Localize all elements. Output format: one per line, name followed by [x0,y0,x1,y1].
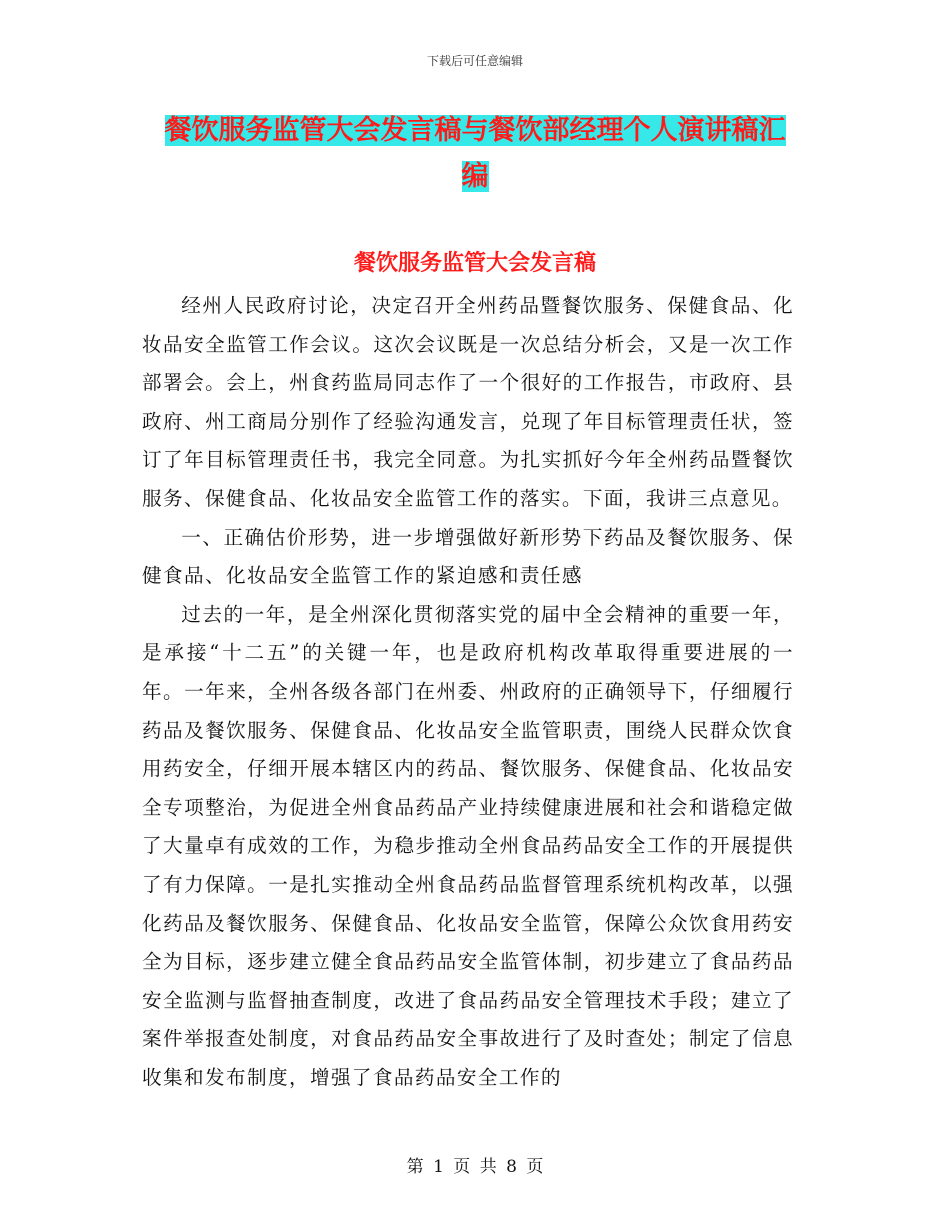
page-number-footer: 第 1 页 共 8 页 [406,1157,544,1177]
section-title: 餐饮服务监管大会发言稿 [353,251,596,276]
document-body [142,287,794,1097]
document-title-line-2: 编 [461,161,489,192]
body-paragraph-3: 过去的一年，是全州深化贯彻落实党的届中全会精神的重要一年，是承接“十二五”的关键一年，也是政府机构改革取得重要进展的一年。一年来，全州各级各部门在州委、州政府的正确领导下，仔细履行药品及餐饮服务、保健食品、化妆品安全监管职责，围绕人民群众饮食用药安全，仔细开展本辖区内的药品、餐饮服务、保健食品、化妆品安全专项整治，为促进全州食品药品产业持续健康进展和社会和谐稳定做了大量卓有成效的工作，为稳步推动全州食品药品安全工作的开展提供了有力保障。一是扎实推动全州食品药品监督管理系统机构改革，以强化药品及餐饮服务、保健食品、化妆品安全监管，保障公众饮食用药安全为目标，逐步建立健全食品药品安全监管体制，初步建立了食品药品安全监测与监督抽查制度，改进了食品药品安全管理技术手段；建立了案件举报查处制度，对食品药品安全事故进行了及时查处；制定了信息收集和发布制度，增强了食品药品安全工作的 [142,602,794,1089]
page-header-note: 下载后可任意编辑 [426,54,523,68]
document-title [140,108,810,200]
body-paragraph-2: 一、正确估价形势，进一步增强做好新形势下药品及餐饮服务、保健食品、化妆品安全监管工作的紧迫感和责任感 [142,525,794,588]
body-paragraph-1: 经州人民政府讨论，决定召开全州药品暨餐饮服务、保健食品、化妆品安全监管工作会议。这次会议既是一次总结分析会，又是一次工作部署会。会上，州食药监局同志作了一个很好的工作报告，市政府、县政府、州工商局分别作了经验沟通发言，兑现了年目标管理责任状，签订了年目标管理责任书，我完全同意。为扎实抓好今年全州药品暨餐饮服务、保健食品、化妆品安全监管工作的落实。下面，我讲三点意见。 [142,294,794,510]
document-title-line-1: 餐饮服务监管大会发言稿与餐饮部经理个人演讲稿汇 [164,115,786,146]
